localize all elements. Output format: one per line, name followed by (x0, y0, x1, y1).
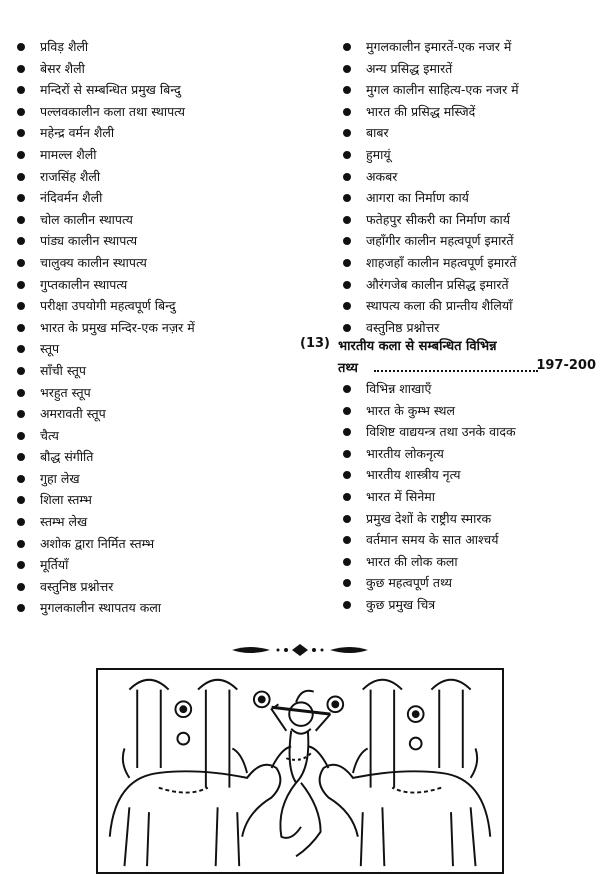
list-item-text: अशोक द्वारा निर्मित स्तम्भ (40, 535, 155, 551)
list-item-text: भारत के प्रमुख मन्दिर-एक नज़र में (40, 319, 195, 335)
section-title-row (338, 358, 596, 378)
list-item-text: विशिष्ट वाद्ययन्त्र तथा उनके वादक (366, 424, 516, 440)
list-item-text: विभिन्न शाखाएँ (366, 381, 432, 396)
list-item-text: गुहा लेख (40, 470, 80, 486)
bullet-icon (343, 194, 351, 202)
list-item-text: फतेहपुर सीकरी का निर्माण कार्य (366, 211, 510, 227)
list-item-text: चोल कालीन स्थापत्य (40, 211, 133, 227)
topic-item (12, 576, 302, 598)
bullet-icon (343, 108, 351, 116)
list-item-text: मन्दिरों से सम्बन्धित प्रमुख बिन्दु (40, 82, 181, 98)
topic-item (12, 489, 302, 511)
bullet-icon (343, 281, 351, 289)
section-topic-item (338, 443, 598, 465)
list-item-text: राजसिंह शैली (40, 168, 101, 184)
bullet-icon (17, 604, 25, 612)
list-item-text: प्रविड़ शैली (40, 39, 89, 54)
section-topic-item (338, 421, 598, 443)
list-item-text: स्थापत्य कला की प्रान्तीय शैलियाँ (366, 298, 513, 314)
section-topic-item (338, 464, 598, 486)
list-item-text: मामल्ल शैली (40, 146, 97, 162)
section-title-line1: भारतीय कला से सम्बन्धित विभिन्न (338, 339, 497, 354)
bullet-icon (17, 129, 25, 137)
topic-item (338, 187, 598, 209)
list-item-text: स्तूप (40, 341, 60, 357)
topic-item (12, 187, 302, 209)
bullet-icon (17, 86, 25, 94)
dot-leader (374, 370, 538, 372)
list-item-text: जहाँगीर कालीन महत्वपूर्ण इमारतें (366, 233, 514, 249)
section-topic-item (338, 594, 598, 616)
list-item-text: मुगलकालीन स्थापतय कला (40, 600, 162, 616)
bullet-icon (17, 259, 25, 267)
topic-item (338, 166, 598, 188)
topic-item (12, 79, 302, 101)
bullet-icon (343, 385, 351, 393)
bullet-icon (17, 302, 25, 310)
topic-item (338, 79, 598, 101)
bullet-icon (343, 151, 351, 159)
topic-item (12, 338, 302, 360)
list-item-text: पांड्य कालीन स्थापत्य (40, 233, 138, 249)
list-item-text: परीक्षा उपयोगी महत्वपूर्ण बिन्दु (40, 298, 176, 314)
topic-item (12, 122, 302, 144)
topic-item (12, 317, 302, 339)
bullet-icon (343, 86, 351, 94)
bullet-icon (17, 237, 25, 245)
section-topic-item (338, 551, 598, 573)
bullet-icon (17, 561, 25, 569)
list-item-text: साँची स्तूप (40, 362, 86, 378)
bullet-icon (17, 216, 25, 224)
bullet-icon (17, 108, 25, 116)
section-topic-item (338, 486, 598, 508)
section-topic-item (338, 529, 598, 551)
list-item-text: शाहजहाँ कालीन महत्वपूर्ण इमारतें (366, 254, 517, 270)
list-item-text: पल्लवकालीन कला तथा स्थापत्य (40, 103, 186, 119)
list-item-text: मुगलकालीन इमारतें-एक नजर में (366, 39, 512, 54)
bullet-icon (17, 540, 25, 548)
list-item-text: भारतीय शास्त्रीय नृत्य (366, 467, 461, 483)
bullet-icon (343, 173, 351, 181)
bullet-icon (343, 471, 351, 479)
bullet-icon (17, 583, 25, 591)
bullet-icon (17, 475, 25, 483)
bullet-icon (343, 259, 351, 267)
topic-item (12, 446, 302, 468)
list-item-text: प्रमुख देशों के राष्ट्रीय स्मारक (366, 510, 492, 526)
bullet-icon (17, 410, 25, 418)
topic-item (12, 209, 302, 231)
bullet-icon (17, 43, 25, 51)
topic-item (12, 144, 302, 166)
list-item-text: भरहुत स्तूप (40, 384, 91, 400)
bullet-icon (17, 345, 25, 353)
topic-item (338, 36, 598, 58)
topic-item (338, 58, 598, 80)
list-item-text: कुछ प्रमुख चित्र (366, 596, 436, 612)
list-item-text: भारत के कुम्भ स्थल (366, 402, 455, 418)
bullet-icon (17, 389, 25, 397)
section-title-line2: तथ्य (338, 361, 358, 376)
left-topic-list (12, 36, 302, 619)
topic-item (12, 274, 302, 296)
krishna-with-cows-illustration (96, 668, 504, 874)
bullet-icon (17, 496, 25, 504)
list-item-text: मूर्तियाँ (40, 557, 69, 573)
section-page-range: 197-200 (536, 358, 596, 373)
topic-item (12, 554, 302, 576)
list-item-text: भारत की लोक कला (366, 553, 458, 569)
topic-item (12, 425, 302, 447)
topic-item (12, 58, 302, 80)
list-item-text: चालुक्य कालीन स्थापत्य (40, 254, 147, 270)
topic-item (338, 209, 598, 231)
bullet-icon (17, 324, 25, 332)
topic-item (12, 382, 302, 404)
bullet-icon (343, 558, 351, 566)
divider-ornament (230, 640, 370, 660)
topic-item (12, 252, 302, 274)
bullet-icon (17, 453, 25, 461)
list-item-text: बेसर शैली (40, 60, 85, 76)
topic-item (338, 144, 598, 166)
list-item-text: बौद्ध संगीति (40, 449, 94, 465)
bullet-icon (343, 302, 351, 310)
bullet-icon (343, 65, 351, 73)
bullet-icon (17, 281, 25, 289)
bullet-icon (343, 515, 351, 523)
list-item-text: आगरा का निर्माण कार्य (366, 190, 469, 206)
list-item-text: कुछ महत्वपूर्ण तथ्य (366, 575, 453, 591)
topic-item (12, 597, 302, 619)
list-item-text: बाबर (366, 125, 389, 141)
bullet-icon (343, 428, 351, 436)
bullet-icon (17, 151, 25, 159)
list-item-text: नंदिवर्मन शैली (40, 190, 103, 206)
section-topic-list (338, 378, 598, 616)
section-number: (13) (300, 336, 330, 351)
bullet-icon (343, 237, 351, 245)
list-item-text: भारत की प्रसिद्ध मस्जिदें (366, 103, 476, 119)
bullet-icon (343, 579, 351, 587)
bullet-icon (17, 518, 25, 526)
topic-item (338, 252, 598, 274)
bullet-icon (343, 493, 351, 501)
topic-item (12, 360, 302, 382)
bullet-icon (343, 601, 351, 609)
bullet-icon (343, 324, 351, 332)
list-item-text: शिला स्तम्भ (40, 492, 92, 508)
bullet-icon (17, 367, 25, 375)
topic-item (338, 295, 598, 317)
section-topic-item (338, 508, 598, 530)
list-item-text: अन्य प्रसिद्ध इमारतें (366, 60, 453, 76)
bullet-icon (343, 450, 351, 458)
bullet-icon (343, 43, 351, 51)
list-item-text: औरंगजेब कालीन प्रसिद्ध इमारतें (366, 276, 509, 292)
list-item-text: हुमायूं (366, 146, 391, 162)
bullet-icon (343, 129, 351, 137)
topic-item (338, 101, 598, 123)
topic-item (338, 122, 598, 144)
right-topic-list (338, 36, 598, 338)
list-item-text: महेन्द्र वर्मन शैली (40, 125, 115, 141)
list-item-text: वर्तमान समय के सात आश्चर्य (366, 532, 499, 548)
section-topic-item (338, 400, 598, 422)
section-topic-item (338, 572, 598, 594)
bullet-icon (17, 173, 25, 181)
list-item-text: अमरावती स्तूप (40, 406, 106, 422)
list-item-text: चैत्य (40, 427, 59, 443)
bullet-icon (17, 65, 25, 73)
list-item-text: अकबर (366, 168, 398, 184)
list-item-text: मुगल कालीन साहित्य-एक नजर में (366, 82, 519, 98)
topic-item (338, 230, 598, 252)
topic-item (12, 511, 302, 533)
bullet-icon (343, 216, 351, 224)
list-item-text: भारत में सिनेमा (366, 488, 436, 504)
topic-item (338, 274, 598, 296)
list-item-text: वस्तुनिष्ठ प्रश्नोत्तर (40, 578, 114, 594)
topic-item (12, 230, 302, 252)
list-item-text: स्तम्भ लेख (40, 514, 88, 530)
list-item-text: भारतीय लोकनृत्य (366, 445, 444, 461)
bullet-icon (17, 432, 25, 440)
list-item-text: गुप्तकालीन स्थापत्य (40, 276, 128, 292)
topic-item (12, 468, 302, 490)
bullet-icon (343, 536, 351, 544)
topic-item (12, 166, 302, 188)
topic-item (12, 403, 302, 425)
topic-item (12, 295, 302, 317)
topic-item (12, 533, 302, 555)
topic-item (12, 36, 302, 58)
bullet-icon (17, 194, 25, 202)
section-topic-item (338, 378, 598, 400)
list-item-text: वस्तुनिष्ठ प्रश्नोत्तर (366, 319, 440, 335)
bullet-icon (343, 407, 351, 415)
topic-item (12, 101, 302, 123)
